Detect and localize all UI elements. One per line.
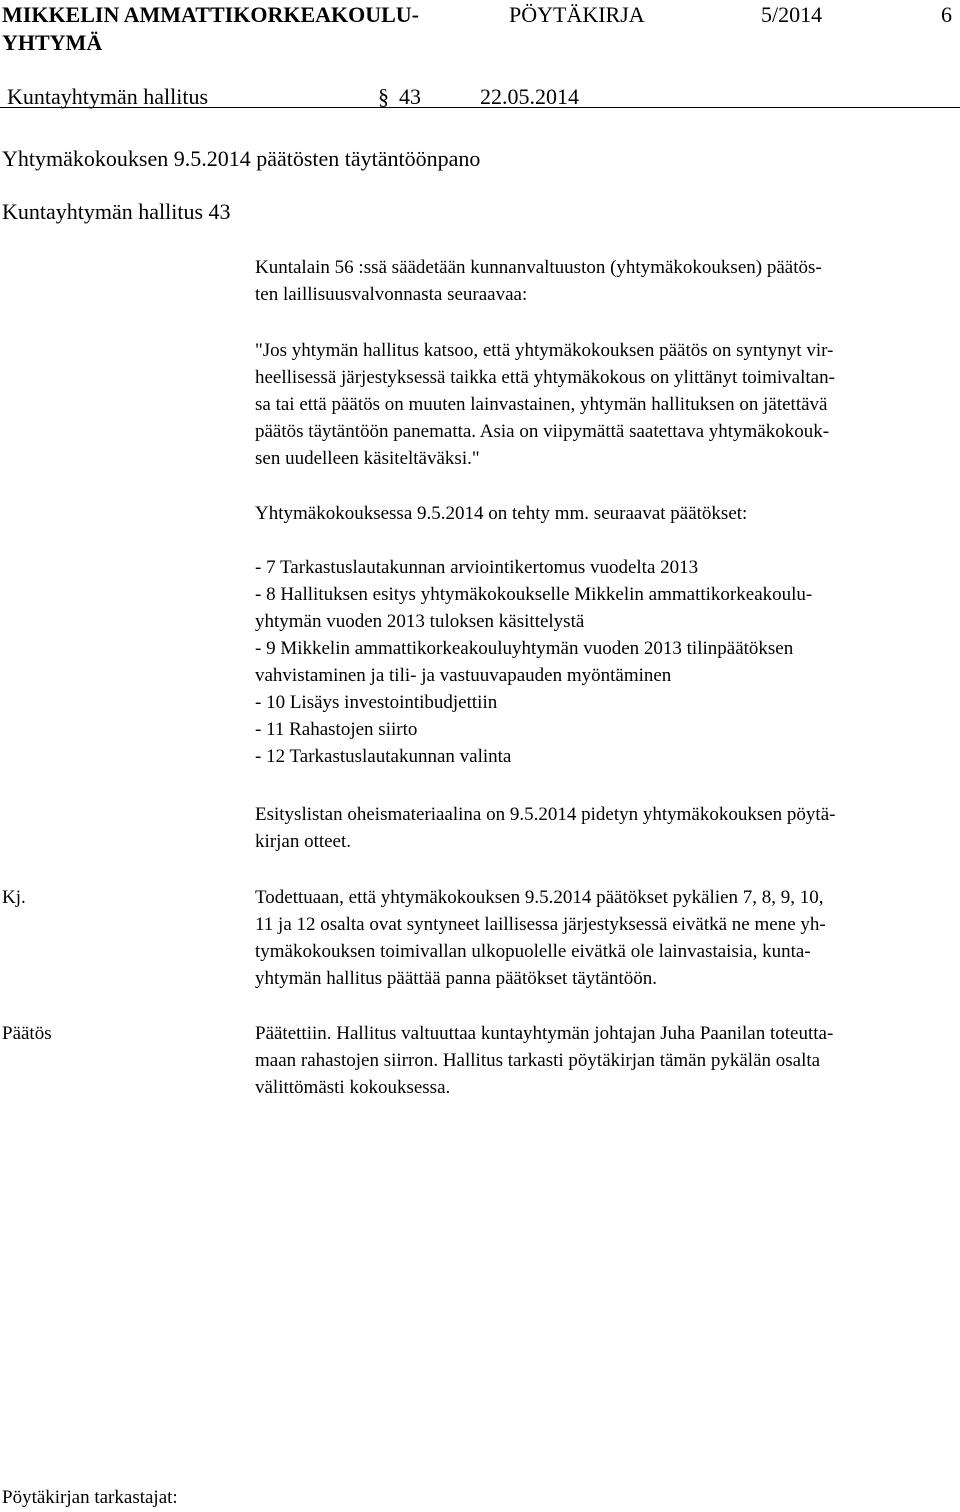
list-item: - 11 Rahastojen siirto [255, 719, 418, 740]
attachment-note [255, 801, 955, 855]
page-number: 6 [941, 2, 952, 27]
proposal-line: 11 ja 12 osalta ovat syntyneet laillisessa järjestyksessä eivätkä ne mene yh- [255, 914, 826, 935]
proposal-line: Todettuaan, että yhtymäkokouksen 9.5.2014 päätökset pykälien 7, 8, 9, 10, [255, 887, 824, 908]
decision-text [255, 1020, 955, 1101]
list-item: yhtymän vuoden 2013 tuloksen käsittelystä [255, 611, 585, 632]
matter-title: Yhtymäkokouksen 9.5.2014 päätösten täytäntöönpano [2, 146, 481, 171]
quote-line: sen uudelleen käsiteltäväksi." [255, 448, 480, 469]
list-item: - 10 Lisäys investointibudjettiin [255, 692, 498, 713]
section-number: 43 [399, 84, 421, 109]
list-item: - 12 Tarkastuslautakunnan valinta [255, 746, 512, 767]
board-reference: Kuntayhtymän hallitus 43 [2, 199, 231, 224]
law-line: Kuntalain 56 :ssä säädetään kunnanvaltuuston (yhtymäkokouksen) päätös- [255, 257, 822, 278]
quote-line: päätös täytäntöön panematta. Asia on viipymättä saatettava yhtymäkokouk- [255, 421, 830, 442]
proposal-text [255, 884, 955, 992]
quote-line: sa tai että päätös on muuten lainvastainen, yhtymän hallituksen on jätettävä [255, 394, 828, 415]
decision-line: Päätettiin. Hallitus valtuuttaa kuntayhtymän johtajan Juha Paanilan toteutta- [255, 1023, 834, 1044]
board-name: Kuntayhtymän hallitus [7, 84, 209, 109]
section-sign: § [378, 84, 389, 109]
document-number: 5/2014 [761, 2, 823, 27]
decision-line: välittömästi kokouksessa. [255, 1077, 451, 1098]
attachment-line: Esityslistan oheismateriaalina on 9.5.2014 pidetyn yhtymäkokouksen pöytä- [255, 804, 836, 825]
proposal-line: tymäkokouksen toimivallan ulkopuolelle eivätkä ole lainvastaisia, kunta- [255, 941, 811, 962]
list-item: - 8 Hallituksen esitys yhtymäkokoukselle Mikkelin ammattikorkeakoulu- [255, 584, 813, 605]
quote-line: "Jos yhtymän hallitus katsoo, että yhtymäkokouksen päätös on syntynyt vir- [255, 340, 834, 361]
list-item: - 9 Mikkelin ammattikorkeakouluyhtymän vuoden 2013 tilinpäätöksen [255, 638, 794, 659]
law-line: ten laillisuusvalvonnasta seuraavaa: [255, 284, 528, 305]
proposal-line: yhtymän hallitus päättää panna päätökset täytäntöön. [255, 968, 658, 989]
quote-line: heellisessä järjestyksessä taikka että yhtymäkokous on ylittänyt toimivaltan- [255, 367, 835, 388]
list-item: - 7 Tarkastuslautakunnan arviointikertomus vuodelta 2013 [255, 557, 699, 578]
decisions-intro-line: Yhtymäkokouksessa 9.5.2014 on tehty mm. seuraavat päätökset: [255, 503, 748, 524]
proposal-label: Kj. [2, 887, 26, 908]
law-quote [255, 337, 955, 472]
meeting-date: 22.05.2014 [480, 84, 579, 109]
list-item: vahvistaminen ja tili- ja vastuuvapauden myöntäminen [255, 665, 672, 686]
law-reference [255, 254, 955, 308]
decision-label: Päätös [2, 1023, 52, 1044]
reviewers-label: Pöytäkirjan tarkastajat: [2, 1487, 178, 1508]
org-name-line-1: MIKKELIN AMMATTIKORKEAKOULU- [2, 2, 420, 27]
decisions-intro [255, 500, 955, 527]
header-rule [0, 107, 960, 108]
decision-line: maan rahastojen siirron. Hallitus tarkasti pöytäkirjan tämän pykälän osalta [255, 1050, 821, 1071]
org-name-line-2: YHTYMÄ [2, 30, 103, 55]
attachment-line: kirjan otteet. [255, 831, 352, 852]
decisions-list [255, 554, 955, 770]
document-type: PÖYTÄKIRJA [509, 2, 645, 27]
